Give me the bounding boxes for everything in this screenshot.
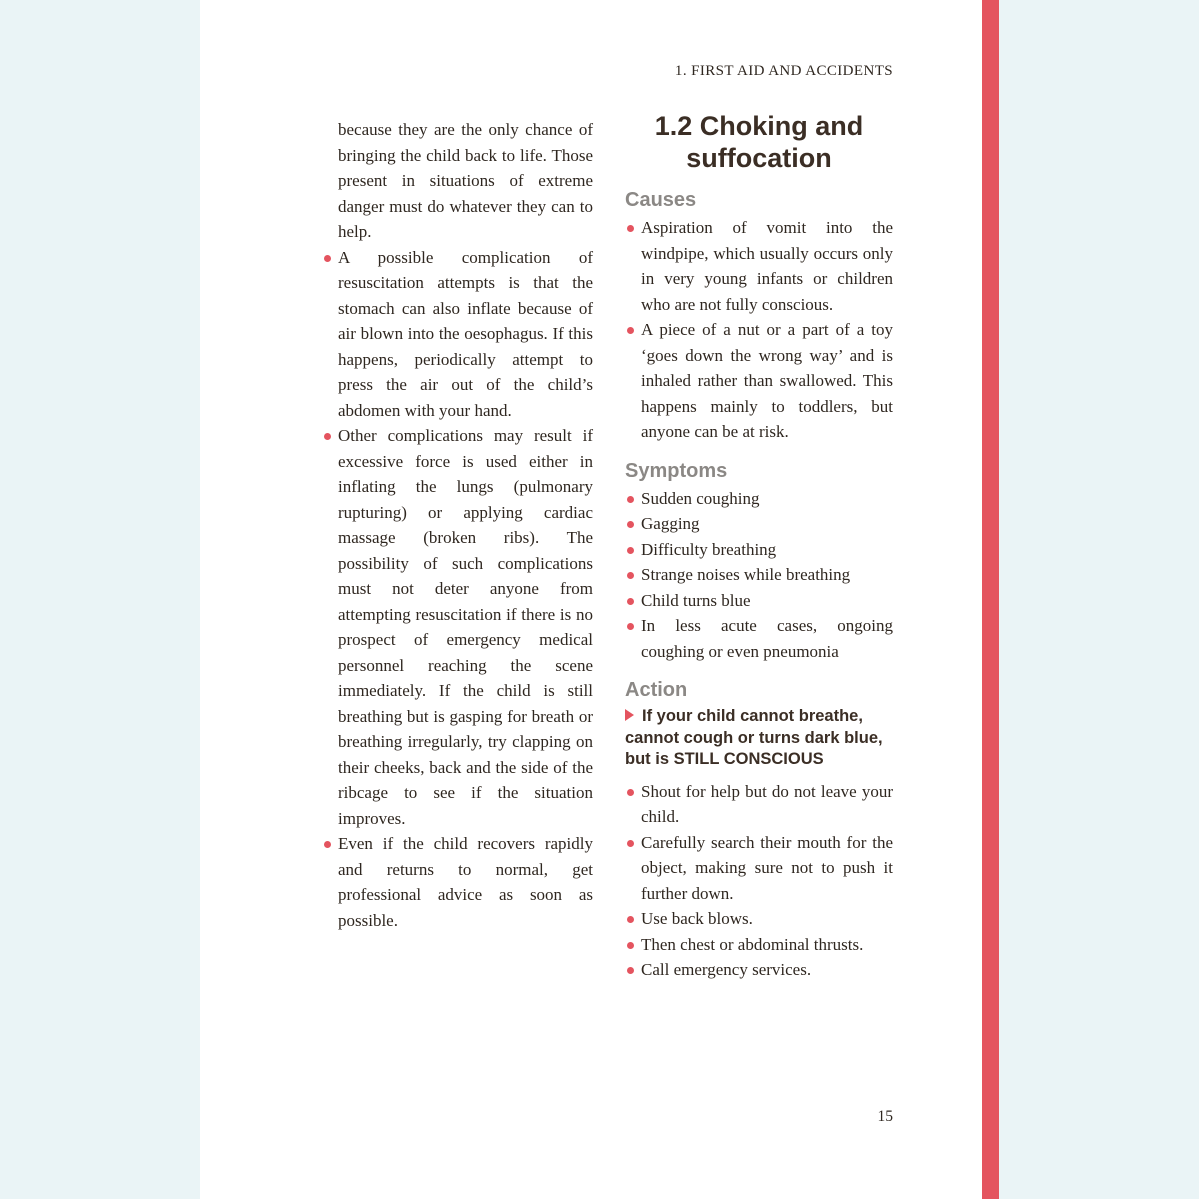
bullet-icon bbox=[627, 598, 634, 605]
list-item bbox=[625, 562, 893, 588]
list-item bbox=[322, 831, 593, 933]
left-column bbox=[322, 117, 593, 933]
causes-list bbox=[625, 215, 893, 445]
list-item-text: Strange noises while breathing bbox=[641, 565, 851, 584]
list-item-text: Shout for help but do not leave your child. bbox=[641, 781, 893, 826]
list-item-text: Difficulty breathing bbox=[641, 539, 777, 559]
list-item-text: Even if the child recovers rapidly and returns to normal, get professional advice as soon as possible. bbox=[338, 834, 593, 930]
arrow-right-icon bbox=[625, 709, 634, 721]
list-item bbox=[625, 906, 893, 932]
action-callout bbox=[625, 706, 893, 771]
list-item bbox=[625, 588, 893, 614]
bullet-icon bbox=[627, 572, 634, 579]
symptoms-list bbox=[625, 486, 893, 665]
section-title: 1.2 Choking and suffocation bbox=[654, 111, 864, 173]
action-list bbox=[625, 779, 893, 983]
bullet-icon bbox=[627, 327, 634, 334]
list-item-text: Child turns blue bbox=[641, 590, 751, 610]
list-item bbox=[625, 613, 893, 664]
bullet-icon bbox=[324, 841, 331, 848]
list-item-text: Gagging bbox=[641, 514, 700, 533]
list-item bbox=[322, 423, 593, 831]
bullet-icon bbox=[627, 225, 634, 232]
right-column bbox=[625, 110, 893, 983]
list-item-text: Call emergency services. bbox=[641, 960, 812, 979]
list-item-text: A possible complication of resuscitation attempts is that the stomach can also inflate because of air blown into the oesophagus. If this happens, periodically attempt to press the air out of the child’s abdomen with your hand. bbox=[338, 247, 593, 420]
list-item bbox=[322, 245, 593, 424]
causes-heading: Causes bbox=[625, 189, 697, 211]
bullet-icon bbox=[627, 547, 634, 554]
bullet-icon bbox=[627, 623, 634, 630]
paragraph-continuation: because they are the only chance of bringing the child back to life. Those present in situations of extreme danger must do whatever they can to help. bbox=[338, 120, 593, 241]
page-edge-stripe bbox=[982, 0, 999, 1199]
bullet-icon bbox=[627, 967, 634, 974]
list-item-text: A piece of a nut or a part of a toy ‘goes down the wrong way’ and is inhaled rather than swallowed. This happens mainly to toddlers, but anyone can be at risk. bbox=[641, 320, 893, 441]
bullet-icon bbox=[627, 789, 634, 796]
running-header: 1. FIRST AID AND ACCIDENTS bbox=[674, 63, 893, 79]
list-item-text: Use back blows. bbox=[641, 909, 753, 928]
list-item bbox=[625, 215, 893, 317]
bullet-icon bbox=[324, 433, 331, 440]
list-item bbox=[625, 511, 893, 537]
page-number: 15 bbox=[877, 1108, 893, 1125]
list-item bbox=[625, 957, 893, 983]
bullet-icon bbox=[324, 255, 331, 262]
bullet-icon bbox=[627, 840, 634, 847]
list-item-text: Carefully search their mouth for the object, making sure not to push it further down. bbox=[641, 832, 893, 903]
list-item bbox=[625, 486, 893, 512]
bullet-icon bbox=[627, 521, 634, 528]
list-item-text: Sudden coughing bbox=[641, 488, 760, 508]
bullet-icon bbox=[627, 496, 634, 503]
list-item-text: Aspiration of vomit into the windpipe, which usually occurs only in very young infants or children who are not fully conscious. bbox=[641, 218, 893, 314]
list-item-text: Other complications may result if excessive force is used either in inflating the lungs (pulmonary rupturing) or applying cardiac massage (broken ribs). The possibility of such complications must not deter anyone from attempting resuscitation if there is no prospect of emergency medical personnel reaching the scene immediately. If the child is still breathing but is gasping for breath or breathing irregularly, try clapping on their cheeks, back and the side of the ribcage to see if the situation improves. bbox=[338, 426, 593, 828]
action-callout-text: If your child cannot breathe, cannot cough or turns dark blue, but is STILL CONSCIOUS bbox=[625, 707, 883, 768]
action-heading: Action bbox=[625, 679, 688, 701]
list-item-text: In less acute cases, ongoing coughing or even pneumonia bbox=[641, 616, 893, 661]
list-item bbox=[625, 932, 893, 958]
symptoms-heading: Symptoms bbox=[625, 459, 728, 482]
list-item bbox=[625, 317, 893, 445]
list-item-text: Then chest or abdominal thrusts. bbox=[641, 934, 864, 954]
list-item bbox=[625, 537, 893, 563]
book-page bbox=[200, 0, 999, 1199]
bullet-icon bbox=[627, 942, 634, 949]
list-item bbox=[625, 779, 893, 830]
left-bullet-list bbox=[322, 245, 593, 934]
list-item bbox=[625, 830, 893, 907]
bullet-icon bbox=[627, 916, 634, 923]
